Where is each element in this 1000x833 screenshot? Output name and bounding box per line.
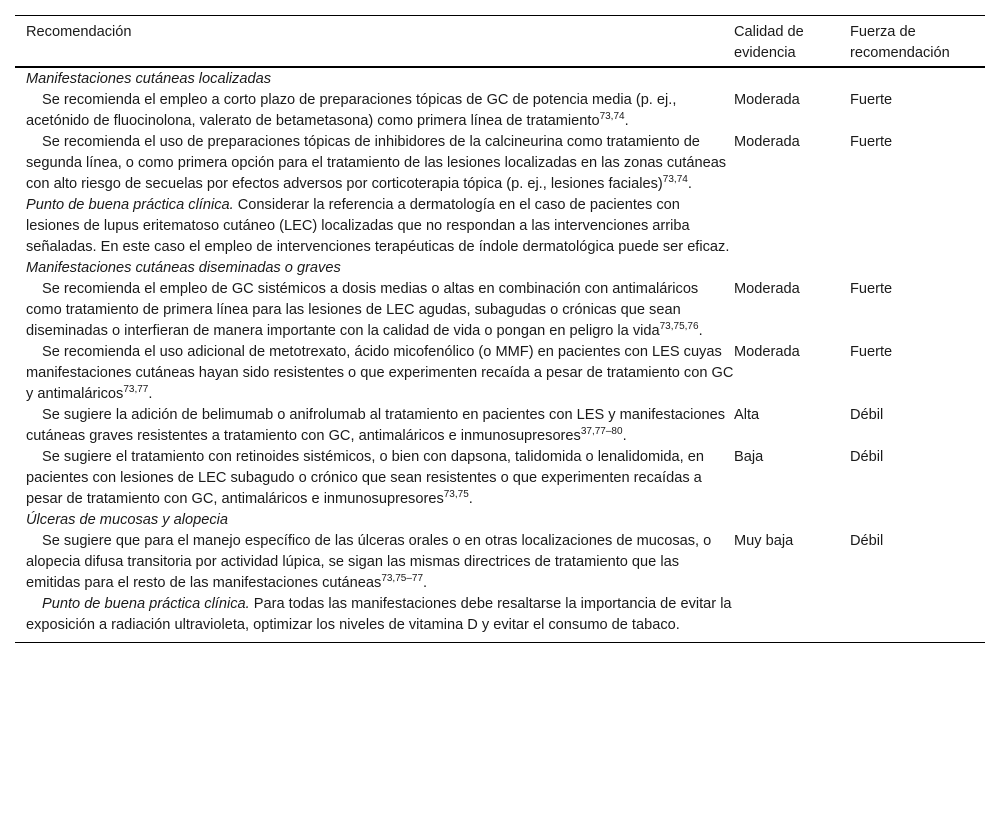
recommendation-strength: Fuerte (850, 281, 893, 297)
section-heading: Manifestaciones cutáneas localizadas (26, 71, 271, 87)
recommendations-table (15, 15, 985, 643)
recommendation-text: Se sugiere que para el manejo específico de las úlceras orales o en otras localizaciones de mucosas, o alopecia difusa transitoria por actividad lúpica, se sigan las mismas directrices de tratamiento que las emitidas para el resto de las manifestaciones cutáneas$^{73,75-77}$. (26, 533, 712, 591)
reference-superscript: 73,75–77 (381, 573, 424, 584)
section-heading: Úlceras de mucosas y alopecia (26, 512, 228, 528)
table-header (15, 16, 985, 68)
evidence-quality: Baja (734, 449, 764, 465)
table-row (15, 342, 985, 405)
recommendation-text: Se recomienda el uso adicional de metotrexato, ácido micofenólico (o MMF) en pacientes con LES cuyas manifestaciones cutáneas hayan sido resistentes o que experimenten recaída a pesar de tratamiento con GC y antimaláricos$^{73,77}$. (26, 344, 734, 402)
good-practice-row (15, 594, 985, 636)
header-recomendacion: Recomendación (26, 24, 132, 40)
evidence-quality: Moderada (734, 92, 800, 108)
evidence-quality: Moderada (734, 134, 800, 150)
evidence-quality: Muy baja (734, 533, 794, 549)
header-fuerza-recomendacion: Fuerza de recomendación (850, 24, 950, 61)
table-row (15, 132, 985, 195)
reference-superscript: 73,75 (443, 489, 469, 500)
evidence-quality: Moderada (734, 344, 800, 360)
good-practice-text: Punto de buena práctica clínica. Para todas las manifestaciones debe resaltarse la importancia de evitar la exposición a radiación ultravioleta, optimizar los niveles de vitamina D y evitar el consumo de tabaco. (26, 596, 732, 633)
recommendation-strength: Fuerte (850, 134, 893, 150)
evidence-quality: Moderada (734, 281, 800, 297)
table-row (15, 279, 985, 342)
recommendation-text: Se recomienda el empleo a corto plazo de preparaciones tópicas de GC de potencia media (p. ej., acetónido de fluocinolona, valerato de betametasona) como primera línea de tratamiento$^{73,74}$. (26, 92, 677, 129)
header-calidad-evidencia: Calidad de evidencia (734, 24, 804, 61)
good-practice-row (15, 195, 985, 258)
good-practice-text: Punto de buena práctica clínica. Considerar la referencia a dermatología en el caso de pacientes con lesiones de lupus eritematoso cutáneo (LEC) localizadas que no respondan a las intervenciones arriba señaladas. En este caso el empleo de intervenciones terapéuticas de índole dermatológica puede ser eficaz. (26, 197, 730, 255)
recommendation-strength: Fuerte (850, 92, 893, 108)
section-heading: Manifestaciones cutáneas diseminadas o graves (26, 260, 341, 276)
recommendation-text: Se recomienda el empleo de GC sistémicos a dosis medias o altas en combinación con antimaláricos como tratamiento de primera línea para las lesiones de LEC agudas, subagudas o crónicas que sean diseminadas o interfieran de manera importante con la calidad de vida o pongan en peligro la vida$^{73,75,76}$. (26, 281, 703, 339)
recommendation-strength: Débil (850, 449, 884, 465)
recommendation-strength: Débil (850, 407, 884, 423)
reference-superscript: 73,77 (123, 384, 149, 395)
recommendation-text: Se recomienda el uso de preparaciones tópicas de inhibidores de la calcineurina como tratamiento de segunda línea, o como primera opción para el tratamiento de las lesiones localizadas en las zonas cutáneas con alto riesgo de secuelas por efectos adversos por corticoterapia tópica (p. ej., lesiones faciales)$^{73,74}$. (26, 134, 727, 192)
recommendation-strength: Fuerte (850, 344, 893, 360)
table-row (15, 90, 985, 132)
reference-superscript: 73,74 (599, 111, 625, 122)
table-row (15, 447, 985, 510)
recommendation-text: Se sugiere la adición de belimumab o anifrolumab al tratamiento en pacientes con LES y manifestaciones cutáneas graves resistentes a tratamiento con GC, antimaláricos e inmunosupresores$^{37,77-80}$. (26, 407, 726, 444)
reference-superscript: 73,74 (662, 174, 688, 185)
reference-superscript: 73,75,76 (659, 321, 699, 332)
table-row (15, 531, 985, 594)
recommendation-strength: Débil (850, 533, 884, 549)
evidence-quality: Alta (734, 407, 760, 423)
reference-superscript: 37,77–80 (580, 426, 623, 437)
table-body (15, 68, 985, 642)
recommendation-text: Se sugiere el tratamiento con retinoides sistémicos, o bien con dapsona, talidomida o lenalidomida, en pacientes con lesiones de LEC subagudo o crónico que sean resistentes o que experimenten recaídas a pesar de tratamiento con GC, antimaláricos e inmunosupresores$^{73,75}$. (26, 449, 704, 507)
table-row (15, 405, 985, 447)
